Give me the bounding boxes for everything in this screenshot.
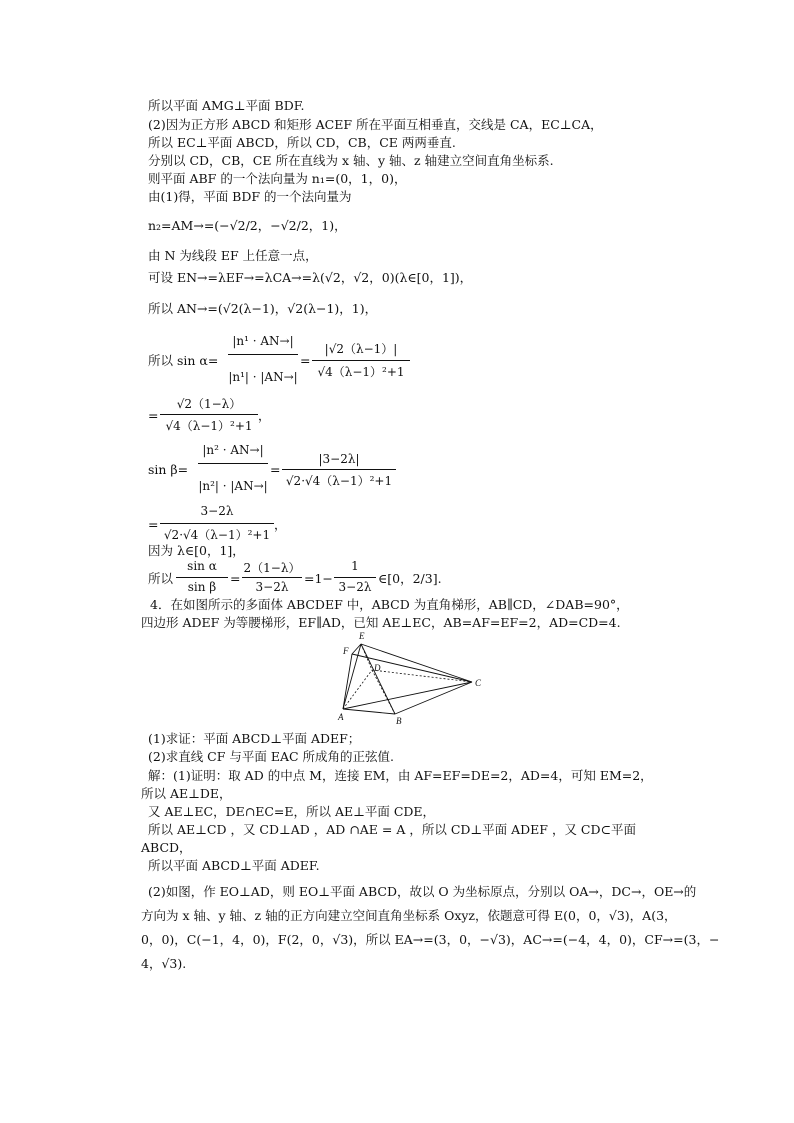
fraction-numerator: 3−2λ bbox=[200, 504, 234, 518]
fraction-numerator: 1 bbox=[351, 559, 359, 573]
fraction-numerator: √2（1−λ） bbox=[176, 397, 242, 411]
solution-line: 0，0)，C(−1，4，0)，F(2，0，√3)，所以 EA→=(3，0，−√3)，AC→=(−4，4，0)，CF→=(3，− bbox=[141, 932, 720, 947]
edge bbox=[343, 682, 472, 709]
text-line: 所以平面 AMG⊥平面 BDF. bbox=[148, 98, 305, 113]
solution-line: 又 AE⊥EC，DE∩EC=E，所以 AE⊥平面 CDE， bbox=[148, 804, 436, 819]
fraction-bar bbox=[282, 469, 396, 470]
fraction-bar bbox=[242, 577, 302, 578]
text-line: 所以 EC⊥平面 ABCD，所以 CD，CB，CE 两两垂直. bbox=[148, 135, 456, 150]
text-line: 则平面 ABF 的一个法向量为 n₁=(0，1，0)， bbox=[148, 171, 407, 186]
vertex-label-d: D bbox=[374, 663, 381, 673]
fraction-denominator: |n¹| · |AN→| bbox=[228, 370, 298, 384]
formula-n2: n₂=AM→=(−√2/2，−√2/2，1)， bbox=[148, 218, 347, 233]
fraction-denominator: √2·√4（λ−1）²+1 bbox=[285, 474, 393, 488]
comma: ， bbox=[274, 517, 287, 532]
fraction-numerator: sin α bbox=[187, 559, 217, 573]
problem-4-line-1: 4．在如图所示的多面体 ABCDEF 中，ABCD 为直角梯形，AB∥CD，∠DAB=90°， bbox=[150, 597, 629, 612]
fraction-bar bbox=[176, 577, 228, 578]
fraction-denominator: √2·√4（λ−1）²+1 bbox=[163, 528, 271, 542]
fraction-bar bbox=[198, 463, 268, 464]
fraction-numerator: |√2（λ−1）| bbox=[324, 342, 398, 356]
question-1: (1)求证：平面 ABCD⊥平面 ADEF； bbox=[148, 731, 361, 746]
solution-line: (2)如图，作 EO⊥AD，则 EO⊥平面 ABCD，故以 O 为坐标原点，分别以 OA→，DC→，OE→的 bbox=[148, 884, 697, 899]
fraction-numerator: |n¹ · AN→| bbox=[232, 334, 294, 348]
fraction-bar bbox=[228, 354, 298, 355]
fraction-denominator: √4（λ−1）²+1 bbox=[165, 419, 253, 433]
fraction-bar bbox=[160, 414, 258, 415]
fraction-bar bbox=[160, 523, 274, 524]
sin-beta-prefix: sin β= bbox=[148, 462, 189, 477]
solution-line: 方向为 x 轴、y 轴、z 轴的正方向建立空间直角坐标系 Oxyz，依题意可得 E(0，0，√3)，A(3， bbox=[141, 908, 677, 923]
fraction-denominator: √4（λ−1）²+1 bbox=[317, 365, 405, 379]
fraction-bar bbox=[312, 360, 410, 361]
vertex-label-a: A bbox=[338, 712, 344, 722]
edge bbox=[395, 682, 472, 714]
ratio-mid: =1− bbox=[304, 571, 333, 586]
vertex-label-b: B bbox=[396, 716, 402, 726]
equals-sign: = bbox=[300, 353, 311, 368]
vertex-label-e: E bbox=[359, 631, 365, 641]
hidden-edge bbox=[343, 670, 372, 709]
comma: ， bbox=[258, 408, 271, 423]
sin-alpha-prefix: 所以 sin α= bbox=[148, 353, 219, 368]
vertex-label-c: C bbox=[475, 678, 482, 688]
vertex-label-f: F bbox=[343, 646, 349, 656]
equals-sign: = bbox=[230, 571, 241, 586]
text-line: 因为 λ∈[0，1]， bbox=[148, 543, 245, 558]
fraction-denominator: |n²| · |AN→| bbox=[198, 479, 268, 493]
fraction-denominator: sin β bbox=[187, 580, 217, 594]
equals-sign: = bbox=[148, 408, 159, 423]
fraction-numerator: |n² · AN→| bbox=[202, 443, 264, 457]
solution-line: 4，√3). bbox=[141, 956, 187, 971]
ratio-end: ∈[0，2/3]. bbox=[378, 571, 442, 586]
fraction-bar bbox=[334, 577, 376, 578]
fraction-numerator: |3−2λ| bbox=[318, 452, 360, 466]
hidden-edge bbox=[372, 670, 472, 682]
fraction-denominator: 3−2λ bbox=[338, 580, 372, 594]
solution-line: 所以 AE⊥DE， bbox=[141, 786, 232, 801]
question-2: (2)求直线 CF 与平面 EAC 所成角的正弦值. bbox=[148, 749, 395, 764]
problem-4-line-2: 四边形 ADEF 为等腰梯形，EF∥AD，已知 AE⊥EC，AB=AF=EF=2，AD=CD=4. bbox=[141, 615, 621, 630]
text-line: 分别以 CD，CB，CE 所在直线为 x 轴、y 轴、z 轴建立空间直角坐标系. bbox=[148, 153, 554, 168]
solution-line: 所以 AE⊥CD ，又 CD⊥AD ，AD ∩AE = A ，所以 CD⊥平面 ADEF ，又 CD⊂平面 bbox=[148, 822, 636, 837]
text-line: 由(1)得，平面 BDF 的一个法向量为 bbox=[148, 189, 352, 204]
text-line: (2)因为正方形 ABCD 和矩形 ACEF 所在平面互相垂直，交线是 CA，EC⊥CA， bbox=[148, 117, 603, 132]
polyhedron-figure bbox=[332, 630, 492, 730]
solution-line: 解：(1)证明：取 AD 的中点 M，连接 EM，由 AF=EF=DE=2，AD=4，可知 EM=2， bbox=[148, 768, 653, 783]
fraction-numerator: 2（1−λ） bbox=[243, 561, 301, 575]
formula-an: 所以 AN→=(√2(λ−1)，√2(λ−1)，1)， bbox=[148, 301, 378, 316]
solution-line: 所以平面 ABCD⊥平面 ADEF. bbox=[148, 858, 320, 873]
fraction-denominator: 3−2λ bbox=[255, 580, 289, 594]
edge bbox=[343, 709, 395, 714]
text-line: 由 N 为线段 EF 上任意一点， bbox=[148, 248, 318, 263]
formula-en: 可设 EN→=λEF→=λCA→=λ(√2，√2，0)(λ∈[0，1])， bbox=[148, 270, 473, 285]
equals-sign: = bbox=[148, 517, 159, 532]
equals-sign: = bbox=[270, 462, 281, 477]
solution-line: ABCD， bbox=[141, 840, 192, 855]
edge bbox=[352, 654, 472, 682]
ratio-prefix: 所以 bbox=[148, 571, 174, 586]
